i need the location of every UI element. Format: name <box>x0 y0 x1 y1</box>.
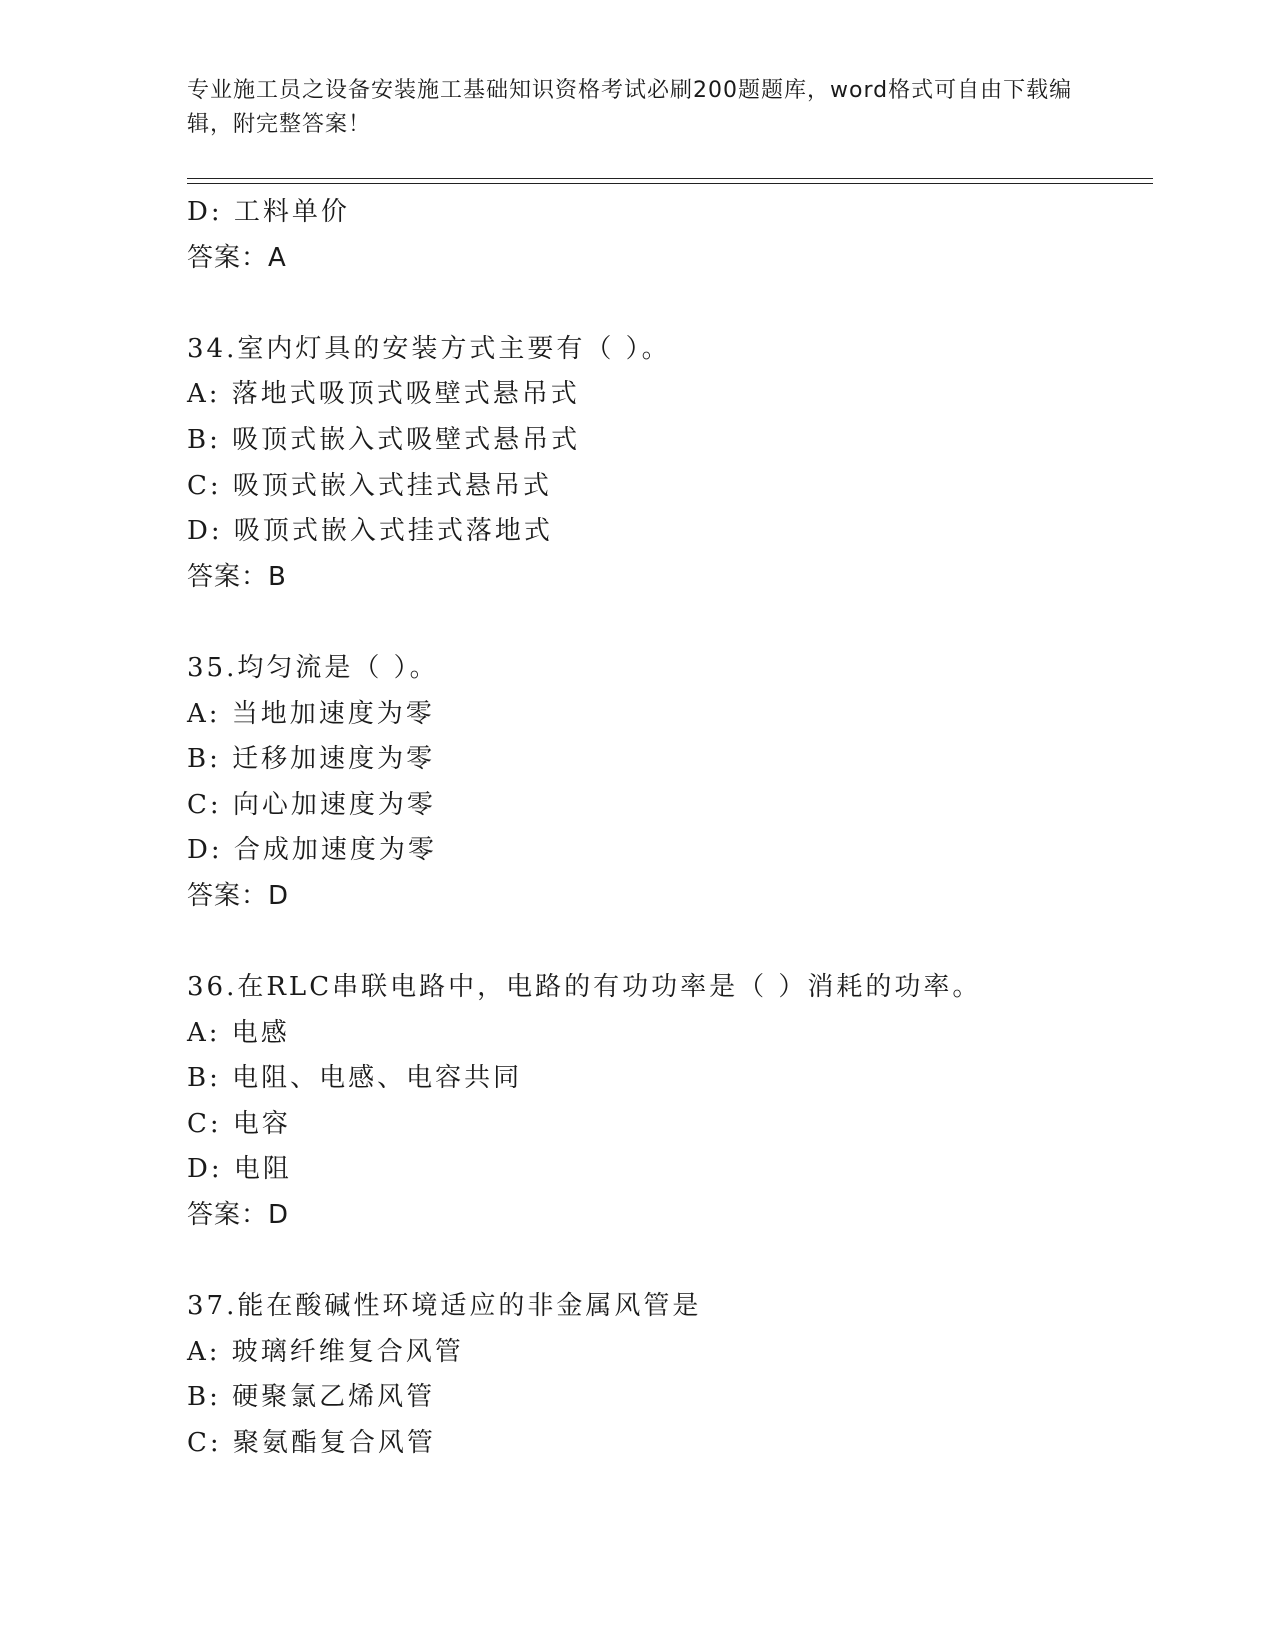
option-b: B: 电阻、电感、电容共同 <box>187 1063 523 1094</box>
option-d: D: 合成加速度为零 <box>187 835 437 866</box>
option-b: B: 迁移加速度为零 <box>187 744 436 775</box>
question-35: 35.均匀流是（ ）。 <box>187 652 439 683</box>
option-d: D: 电阻 <box>187 1154 292 1185</box>
question-37: 37.能在酸碱性环境适应的非金属风管是 <box>187 1291 702 1322</box>
option-c: C: 聚氨酯复合风管 <box>187 1428 436 1459</box>
option-b: B: 吸顶式嵌入式吸壁式悬吊式 <box>187 424 581 455</box>
header-divider-top <box>187 178 1153 179</box>
answer-line: 答案：A <box>187 242 287 273</box>
option-d: D: 吸顶式嵌入式挂式落地式 <box>187 516 553 547</box>
option-a: A: 电感 <box>187 1017 290 1048</box>
option-c: C: 电容 <box>187 1108 291 1139</box>
spacer <box>187 1239 1153 1285</box>
option-b: B: 硬聚氯乙烯风管 <box>187 1382 436 1413</box>
option-a: A: 玻璃纤维复合风管 <box>187 1336 464 1367</box>
spacer <box>187 600 1153 646</box>
question-34: 34.室内灯具的安装方式主要有（ ）。 <box>187 333 671 364</box>
option-c: C: 向心加速度为零 <box>187 789 436 820</box>
spacer <box>187 920 1153 966</box>
question-36: 36.在RLC串联电路中，电路的有功功率是（ ）消耗的功率。 <box>187 972 982 1003</box>
document-header: 专业施工员之设备安装施工基础知识资格考试必刷200题题库，word格式可自由下载编辑，附完整答案！ <box>187 78 1073 137</box>
spacer <box>187 281 1153 327</box>
option-a: A: 落地式吸顶式吸壁式悬吊式 <box>187 379 580 410</box>
answer-line: 答案：D <box>187 880 290 911</box>
option-d: D: 工料单价 <box>187 197 350 227</box>
header-divider-bottom <box>187 183 1153 184</box>
answer-line: 答案：B <box>187 561 287 592</box>
answer-line: 答案：D <box>187 1200 290 1231</box>
option-a: A: 当地加速度为零 <box>187 698 435 729</box>
question-list <box>187 190 1153 1467</box>
option-c: C: 吸顶式嵌入式挂式悬吊式 <box>187 470 552 501</box>
